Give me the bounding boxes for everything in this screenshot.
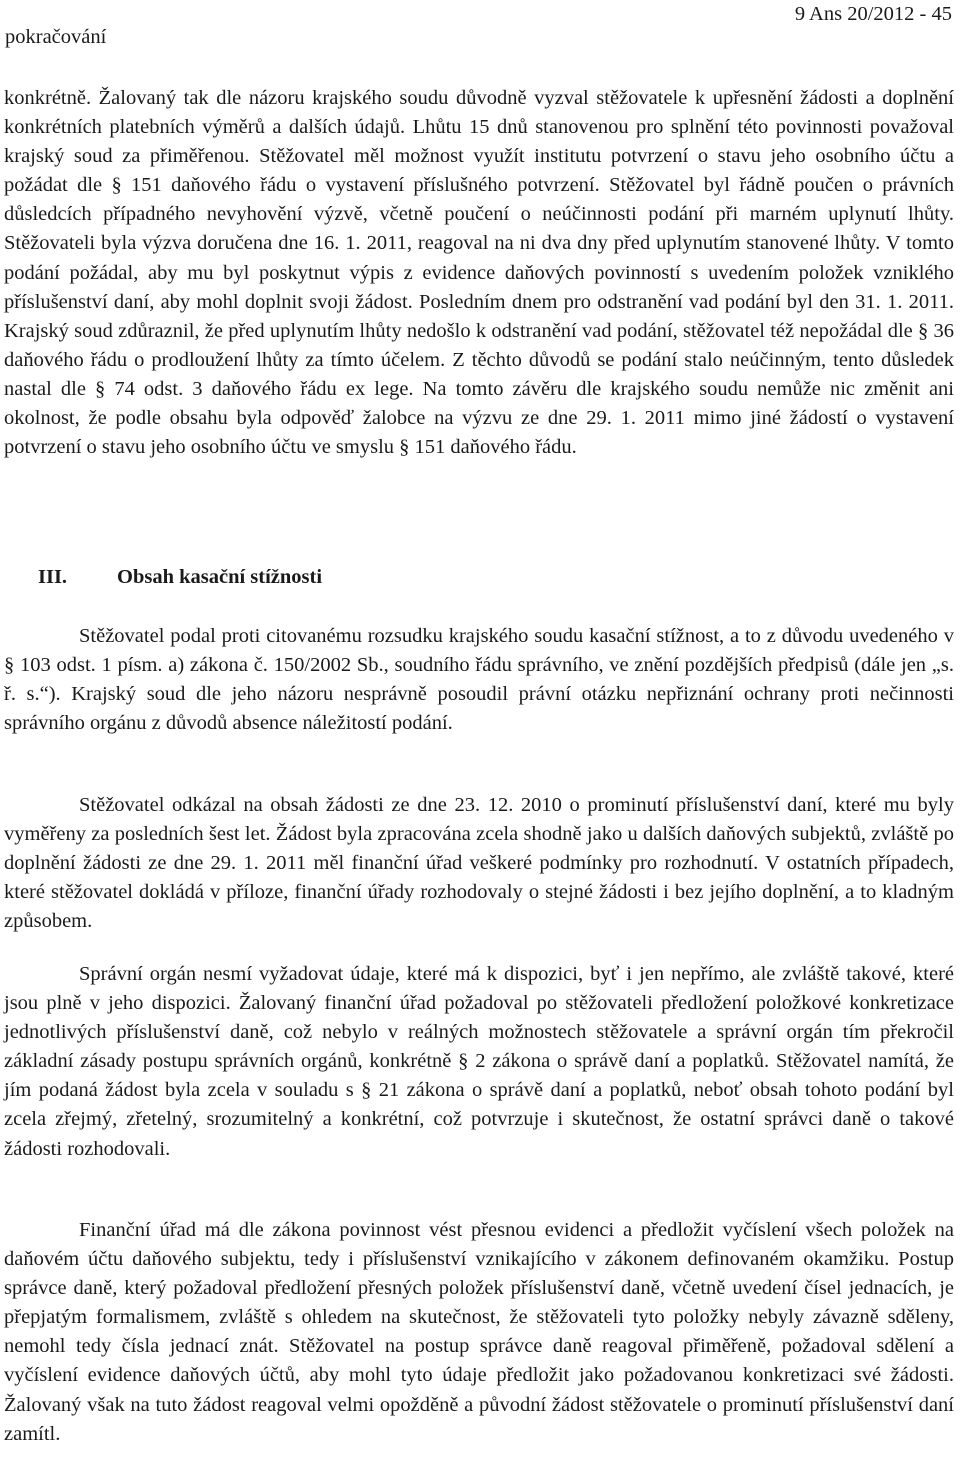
continuation-label: pokračování xyxy=(5,26,107,48)
paragraph-2: Stěžovatel podal proti citovanému rozsudku krajského soudu kasační stížnost, a to z důvodu uvedeného v § 103 odst. 1 písm. a) zákona č. 150/2002 Sb., soudního řádu správního, ve znění pozdějších předpisů (dále jen „s. ř. s.“). Krajský soud dle jeho názoru nesprávně posoudil právní otázku nepřiznání ochrany proti nečinnosti správního orgánu z důvodů absence náležitostí podání. xyxy=(4,625,954,735)
paragraph-1: konkrétně. Žalovaný tak dle názoru krajského soudu důvodně vyzval stěžovatele k upřesnění žádosti a doplnění konkrétních platebních výměrů a dalších údajů. Lhůtu 15 dnů stanovenou pro splnění této povinnosti považoval krajský soud za přiměřenou. Stěžovatel měl možnost využít institutu potvrzení o stavu jeho osobního účtu a požádat dle § 151 daňového řádu o vystavení příslušného potvrzení. Stěžovatel byl řádně poučen o právních důsledcích případného nevyhovění výzvě, včetně poučení o neúčinnosti podání při marném uplynutí lhůty. Stěžovateli byla výzva doručena dne 16. 1. 2011, reagoval na ni dva dny před uplynutím stanovené lhůty. V tomto podání požádal, aby mu byl poskytnut výpis z evidence daňových povinností s uvedením položek vzniklého příslušenství daní, aby mohl doplnit svoji žádost. Posledním dnem pro odstranění vad podání byl den 31. 1. 2011. Krajský soud zdůraznil, že před uplynutím lhůty nedošlo k odstranění vad podání, stěžovatel též nepožádal dle § 36 daňového řádu o prodloužení lhůty za tímto účelem. Z těchto důvodů se podání stalo neúčinným, tento důsledek nastal dle § 74 odst. 3 daňového řádu ex lege. Na tomto závěru dle krajského soudu nemůže nic změnit ani okolnost, že podle obsahu byla odpověď žalobce na výzvu ze dne 29. 1. 2011 mimo jiné žádostí o vystavení potvrzení o stavu jeho osobního účtu ve smyslu § 151 daňového řádu. xyxy=(4,87,954,459)
paragraph-4: Správní orgán nesmí vyžadovat údaje, které má k dispozici, byť i jen nepřímo, ale zvláště takové, které jsou plně v jeho dispozici. Žalovaný finanční úřad požadoval po stěžovateli předložení položkové konkretizace jednotlivých příslušenství daně, což nebylo v reálných možnostech stěžovatele a správní orgán tím překročil základní zásady postupu správních orgánů, konkrétně § 2 zákona o správě daní a poplatků. Stěžovatel namítá, že jím podaná žádost byla zcela v souladu s § 21 zákona o správě daní a poplatků, neboť obsah tohoto podání byl zcela zřejmý, zřetelný, srozumitelný a konkrétní, což potvrzuje i skutečnost, že ostatní správci daně o takové žádosti rozhodovali. xyxy=(4,963,954,1160)
case-reference: 9 Ans 20/2012 - 45 xyxy=(794,3,952,25)
paragraph-5: Finanční úřad má dle zákona povinnost vést přesnou evidenci a předložit vyčíslení všech položek na daňovém účtu daňového subjektu, tedy i příslušenství vznikajícího v zákonem definovaném okamžiku. Postup správce daně, který požadoval předložení přesných položek příslušenství daně, včetně uvedení čísel jednacích, je přepjatým formalismem, zvláště s ohledem na skutečnost, že stěžovateli tyto položky nebyly závazně sděleny, nemohl tedy čísla jednací znát. Stěžovatel na postup správce daně reagoval přiměřeně, požadoval sdělení a vyčíslení evidence daňových účtů, aby mohl tyto údaje předložit jako požadovanou konkretizaci své žádosti. Žalovaný však na tuto žádost reagoval velmi opožděně a původní žádost stěžovatele o prominutí příslušenství daní zamítl. xyxy=(4,1219,954,1445)
paragraph-3: Stěžovatel odkázal na obsah žádosti ze dne 23. 12. 2010 o prominutí příslušenství daní, které mu byly vyměřeny za posledních šest let. Žádost byla zpracována zcela shodně jako u dalších daňových subjektů, zvláště po doplnění žádosti ze dne 29. 1. 2011 měl finanční úřad veškeré podmínky pro rozhodnutí. V ostatních případech, které stěžovatel dokládá v příloze, finanční úřady rozhodovaly o stejné žádosti i bez jejího doplnění, a to kladným způsobem. xyxy=(4,794,954,933)
section-number: III. xyxy=(38,566,68,588)
section-title: Obsah kasační stížnosti xyxy=(117,566,323,588)
section-heading xyxy=(38,566,322,589)
